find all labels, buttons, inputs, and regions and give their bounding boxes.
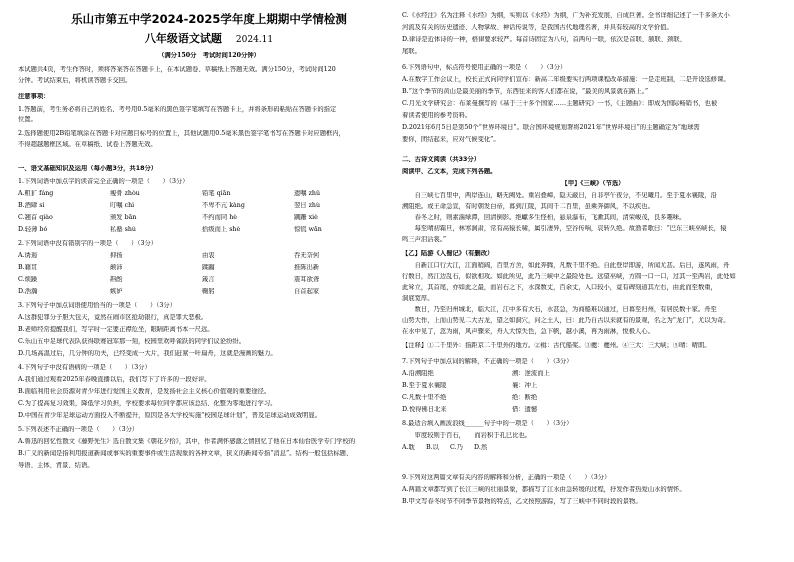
question-stem: 9.下列对这两篇文章有关内容的解释和分析，正确的一项是（ ）（3分） [402, 474, 611, 481]
option-line: D.几场高温过后，几分钟的功夫，已经变成一大片，我们赶紧一叶扁舟，这就是漫画的魅力。 [18, 350, 277, 357]
question-stem: 8.最适合填入画波浪线______句子中的一项是（ ）（3分） [402, 420, 573, 427]
intro-line: 本试题共4页，考生作答时，须将答案答在答题卡上，在本试题卷、草稿纸上答题无效。满分150分，考试时间120 [18, 66, 336, 73]
option-line: 尾联。 [402, 48, 421, 55]
option-line: C.月光文学研究会：布莱曼撰写的《基于三十多个国家……主题研究》一书，《主题曲》：即成为国际畅销书，也被 [402, 100, 718, 107]
option-line: D.2021年6月5日是第50个“世界环境日”。联合国环境规划署将2021年“世界环境日”的主题确定为“地球需 [402, 124, 700, 131]
footnotes: 【注释】①二千里外：指距京二千里外的地方。②楫：古代船桨。③夔：夔州。④三大：三大峡；⑤晴：晴朗。 [402, 342, 711, 349]
notice-title: 注意事项： [18, 93, 50, 100]
passage-line: 鸣三声泪沾裳。” [402, 236, 447, 243]
question-line: 审度较则于百石， 而岩积于孔巳比也。 [402, 432, 532, 439]
option-line: 导语、主体、背景、结语。 [18, 462, 94, 469]
section-heading: 二、古诗文阅读（共33分） [402, 156, 481, 163]
option-line: A.我们通过观看2025年春晚直播以后，我们写下了许多的一段好评。 [18, 376, 211, 383]
notice-line: 1.答题前，考生务必将自己的姓名、考号用0.5毫米的黑色签字笔填写在答题卡上，并将条形码粘贴在答题卡的指定 [18, 106, 337, 113]
passage-line: 春冬之时，则素湍绿潭，回清倒影。绝巘多生怪柏，悬泉瀑布，飞漱其间，清荣峻茂，良多趣味。 [402, 214, 686, 221]
passage-title: 【甲】《三峡》（节选） [561, 180, 625, 187]
option-line: D.中国在青少年足球运动方面投入不断提升，原因是各大学校实施“校园足球计划”，普及足球运动成效明显。 [18, 412, 321, 419]
option-row: B.至于夏水襄陵 襄：冲上 [402, 382, 538, 389]
option-row: D.轻薄 bó 私塾 shú 拾级而上 shè 惊慌 wǎn [18, 226, 322, 233]
exam-date: 2024.11 [235, 35, 274, 45]
option-row: A.诱遏 抑扬 由衷 吞无奈何 [18, 252, 320, 259]
passage-line: 溯阻绝。或王命急宣，有时朝发白帝，暮到江陵，其间千二百里，虽乘奔御风，不以疾也。 [402, 203, 654, 210]
left-column [18, 0, 400, 562]
notice-line: 不得超越题框区域。在草稿纸、试卷上答题无效。 [18, 141, 157, 148]
option-line: A.这群犯罪分子胆大包天，竟然在闹市区抢劫银行，真是罪大恶极。 [18, 314, 208, 321]
option-line: D.律诗是近体诗的一种，格律要求较严。每首诗固定为八句，首两句一联，依次是首联、颔联、颈联、 [402, 36, 686, 43]
option-row: C.凡数十里不绝 绝：断绝 [402, 394, 538, 401]
option-line: A.在数字工作会议上，校长正式向同学们宣布：新高二年级要实行两项课程改革措施：一是走班制，二是开设选修课。 [402, 76, 730, 83]
option-line: C.乐山五中足球代表队获得联赛冠军那一刻，校园里欢呼雀跃的同学们议论纷纷。 [18, 338, 245, 345]
option-row: B.籍贯 颠沛 蹂躏 推陈出新 [18, 264, 320, 271]
question-stem: 5.下列表述不正确的一项是（ ）（3分） [18, 426, 139, 433]
exam-title: 乐山市第五中学2024-2025学年度上期期中学情检测 [71, 12, 347, 26]
passage-line: 数日，乃至归州城北，临大江，江中多有大石，水甚急，为商船难以通过，日暮至归州，有居民数十家。舟至 [402, 306, 717, 313]
passage-line: 此耸立，其首尾，亦如此之最，而岩石之下，水深数丈，百余丈，入口较小，竟有碑刻道其左右，由此而至数重， [402, 284, 717, 291]
option-row: A.粗犷 fáng 瘦骨 zhòu 铅笔 qiān 遗嘱 zhǔ [18, 190, 321, 197]
subject-title: 八年级语文试题 [144, 32, 222, 45]
passage-line: 行数日，然江边乱石，似欲相攻。如此所见，此乃三峡中之最险处也。远望巫峡，方圆一口一口，过其一至两岩，此处如 [402, 273, 736, 280]
question-stem: 4.下列句子中没有语病的一项是（ ）（3分） [18, 364, 151, 371]
passage-line: 在水中见了，忽为雨，风声骤来，舟人大惊失色，急下帆，越小溪，再为雨淋，悦极人心。 [402, 328, 654, 335]
option-line: C.为了提高复习效果，降低学习负担，学校要求每位同学都应该总结、化整为零地进行学习。 [18, 400, 277, 407]
option-line: 着读者使用的参考资料。 [402, 112, 472, 119]
passage-line: 山势大作，上而山势见二大古龙，望之如洞穴，问之土人，曰：此乃自古以来就有的景观，名之为“龙门”，尤以为奇。 [402, 317, 730, 324]
passage-line: 洞底宽厚。 [402, 295, 434, 302]
passage-line: 自新江口行大江，江面稍阔，百里方舍，如此奔腾，凡数千里不绝。自此登岸即游，所闻尤甚。后日，遂风雨，舟 [402, 262, 730, 269]
exam-subtitle [18, 32, 400, 47]
notice-line: 位置。 [18, 116, 37, 123]
option-line: 要你，团结起来，应对气候变化”。 [402, 136, 500, 143]
section-instruction: 阅读甲、乙文本，完成下列各题。 [402, 168, 497, 175]
option-line: B.老师经常提醒我们，写字时一定要正襟危坐，眼睛距离书本一尺远。 [18, 326, 214, 333]
option-line: B.甲文写春冬时节不同季节景物的特点，乙文按照游踪，写了三峡中不同时段的景物。 [402, 498, 642, 505]
option-line: A.鲁迅的回忆性散文《藤野先生》选自散文集《朝花夕拾》，其中，作者满怀感激之情回忆了他在日本仙台医学专门学校的 [18, 438, 356, 445]
question-stem: 6.下列语句中，标点符号使用正确的一项是（ ）（3分） [402, 64, 567, 71]
section-heading: 一、语文基础知识及运用（每小题3分，共18分） [18, 165, 158, 172]
option-line: B.“这个季节的黄山是最美丽的季节，东西往来的客人们都在说，“最美的风景就在路上。” [402, 88, 649, 95]
passage-line: 每至晴初霜旦，林寒涧肃，常有高猿长啸，属引凄异，空谷传响，哀转久绝。故渔者歌曰：“巴东三峡巫峡长，猿 [402, 225, 727, 232]
option-row: C.烦躁 斟酌 箴言 震耳欲聋 [18, 276, 320, 283]
passage-title: 【乙】陆游《入蜀记》（有删改） [402, 250, 494, 257]
option-row: D.悦得佛日北来 借：遗憾 [402, 406, 538, 413]
question-stem: 1.下列词语中加点字的读音完全正确的一项是（ ）（3分） [18, 178, 189, 185]
question-stem: 3.下列句子中加点词语使用恰当的一项是（ ）（3分） [18, 302, 176, 309]
option-line: A.两篇文章都写到了长江三峡的壮丽景象，都描写了江水由急转缓的过程，抒发作者热爱山水的情怀。 [402, 486, 686, 493]
option-row: A.沿溯阻绝 溯：逆流而上 [402, 370, 550, 377]
option-row: D.浩瀚 嫉妒 鞠躬 自首起家 [18, 288, 320, 295]
option-row: C.翘首 qiào 颁发 bān 不约而同 hè 蹒跚 xiè [18, 214, 318, 221]
question-stem: 7.下列句子中加点词的解释，不正确的一项是（ ）（3分） [402, 358, 573, 365]
option-line: B.广义的新闻是指利用报道新闻或事实的重要事件或生活现象的各种文章，狭义的新闻专指“消息”。结构一般包括标题、 [18, 450, 353, 457]
option-row: B.酒肆 sì 叮嘱 chì 不卑不亢 kàng 翌日 zhù [18, 202, 321, 209]
question-stem: 2.下列词语中没有错别字的一项是（ ）（3分） [18, 240, 158, 247]
right-column [402, 0, 784, 562]
option-line: C.《水经注》名为注释《水经》为纲，实则以《水经》为纲，广为补充发展，自成巨著。全书详细记述了一千多条大小 [402, 12, 730, 19]
option-line: B.面临利用社会资源对青少年进行爱国主义教育，是发扬社会主义核心价值观的重要途径。 [18, 388, 271, 395]
option-row: A.耽 B.以 C.乃 D.然 [402, 444, 488, 451]
option-line: 河流及有关的历史遗迹、人物掌故、神话传说等，是我国古代地理名著，并具有较高的文学价值。 [402, 24, 673, 31]
passage-line: 自三峡七百里中，两岸连山，略无阙处。重岩叠嶂，隐天蔽日，自非亭午夜分，不见曦月。至于夏水襄陵，沿 [402, 192, 717, 199]
intro-line: 分钟。考试结束后，将机读答题卡交回。 [18, 77, 132, 84]
score-info: （满分150分 考试时间120分钟） [158, 52, 260, 59]
notice-line: 2.选择题使用2B铅笔填涂在答题卡对应题目标号的位置上，其他试题用0.5毫米黑色签字笔书写在答题卡对应题框内， [18, 130, 345, 137]
